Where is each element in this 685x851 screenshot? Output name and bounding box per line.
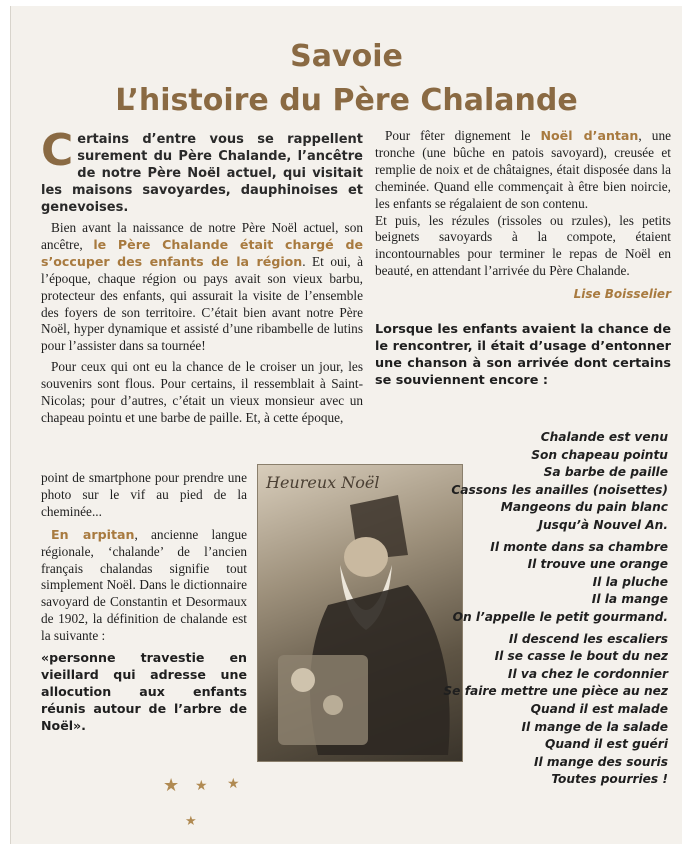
right-paragraph-1-end: , une tronche (une bûche en patois savoyard), creusée et remplie de noix et de châtaignes, était disposée dans la cheminée. Quand elle commençait à être bien noircie, les enfants se régalaient de son contenu. xyxy=(375,128,671,211)
newspaper-page xyxy=(10,6,682,844)
star-icon: ★ xyxy=(185,813,197,828)
intro-paragraph xyxy=(41,125,363,216)
paragraph-3-highlight: En arpitan xyxy=(51,526,135,542)
christmas-song xyxy=(428,429,668,793)
right-column xyxy=(375,128,671,389)
song-line: Quand il est guéri xyxy=(545,737,668,752)
song-line: Il va chez le cordonnier xyxy=(507,666,668,681)
song-line: Il descend les escaliers xyxy=(508,631,668,646)
paragraph-1-highlight: le Père Chalande était chargé de s’occuper des enfants de la région xyxy=(41,236,363,269)
song-line: Se faire mettre une pièce au nez xyxy=(443,684,668,699)
song-line: Il la pluche xyxy=(592,574,668,589)
left-column xyxy=(41,125,363,427)
song-intro: Lorsque les enfants avaient la chance de le rencontrer, il était d’usage d’entonner une chanson à son arrivée dont certains se souviennent encore : xyxy=(375,322,671,389)
song-stanza-1 xyxy=(428,429,668,535)
paragraph-1-end: . Et oui, à l’époque, chaque région ou pays avait son vieux barbu, protecteur des enfants, qui assurait la visite de l’ensemble des foyers de son territoire. C’était bien avant notre Père Noël, hyper dynamique et assisté d’une ribambelle de lutins pour l’assister dans sa tournée! xyxy=(41,253,363,354)
paragraph-1 xyxy=(41,220,363,355)
song-line: Il mange des souris xyxy=(533,754,668,769)
left-column-narrow xyxy=(41,470,247,734)
right-paragraph-1 xyxy=(375,128,671,213)
paragraph-3 xyxy=(41,527,247,645)
postcard-greeting: Heureux Noël xyxy=(266,473,380,492)
article-title-line2: L’histoire du Père Chalande xyxy=(115,83,578,118)
song-line: Il monte dans sa chambre xyxy=(490,539,668,554)
paragraph-1-start: Bien avant la naissance de notre Père Noël actuel, son ancêtre, xyxy=(41,220,363,252)
song-line: Quand il est malade xyxy=(530,701,668,716)
star-icon: ★ xyxy=(227,777,240,792)
paragraph-2-continued: point de smartphone pour prendre une photo sur le vif au pied de la cheminée... xyxy=(41,470,247,519)
song-line: Il trouve une orange xyxy=(527,557,668,572)
article-title-line1: Savoie xyxy=(290,39,403,74)
star-icon: ★ xyxy=(163,775,180,795)
author-name: Lise Boisselier xyxy=(573,287,671,302)
song-line: Jusqu’à Nouvel An. xyxy=(538,517,668,532)
song-stanza-2 xyxy=(428,539,668,627)
song-line: Il la mange xyxy=(591,592,668,607)
dropcap-letter: C xyxy=(41,125,74,176)
definition-quote: «personne travestie en vieillard qui adresse une allocution aux enfants réunis autour de l’arbre de Noël». xyxy=(41,650,247,734)
star-icon: ★ xyxy=(195,779,208,794)
song-line: Il se casse le bout du nez xyxy=(494,649,668,664)
right-paragraph-2: Et puis, les rézules (rissoles ou rzules), les petits beignets savoyards à la compote, étaient incontournables pour terminer le repas de Noël en beauté, en attendant l’arrivée du Père Chalande. xyxy=(375,212,671,279)
right-paragraph-1-highlight: Noël d’antan xyxy=(540,128,639,143)
paragraph-3-text: , ancienne langue régionale, ‘chalande’ de l’ancien français chalandas signifie tout simplement Noël. Dans le dictionnaire savoyard de Constantin et Desormaux de 1902, la définition de chalande est la suivante : xyxy=(41,526,247,644)
song-line: Cassons les anailles (noisettes) xyxy=(451,482,668,497)
paragraph-2: Pour ceux qui ont eu la chance de le croiser un jour, les souvenirs sont flous. Pour certains, il ressemblait à Saint-Nicolas; pour d’autres, c’était un vieux monsieur avec un chapeau pointu et une barbe de paille. Et, à cette époque, xyxy=(41,359,363,425)
intro-text: ertains d’entre vous se rappellent surement du Père Chalande, l’ancêtre de notre Père Noël actuel, qui visitait les maisons savoyardes, dauphinoises et genevoises. xyxy=(41,132,363,215)
song-line: Son chapeau pointu xyxy=(531,447,668,462)
right-paragraph-1-start: Pour fêter dignement le xyxy=(385,128,541,143)
song-line: Il mange de la salade xyxy=(521,719,668,734)
song-line: Mangeons du pain blanc xyxy=(500,500,668,515)
song-stanza-3 xyxy=(428,631,668,789)
song-line: Chalande est venu xyxy=(540,430,668,444)
song-line: Sa barbe de paille xyxy=(543,465,668,480)
song-line: Toutes pourries ! xyxy=(551,772,668,787)
song-line: On l’appelle le petit gourmand. xyxy=(452,609,668,624)
